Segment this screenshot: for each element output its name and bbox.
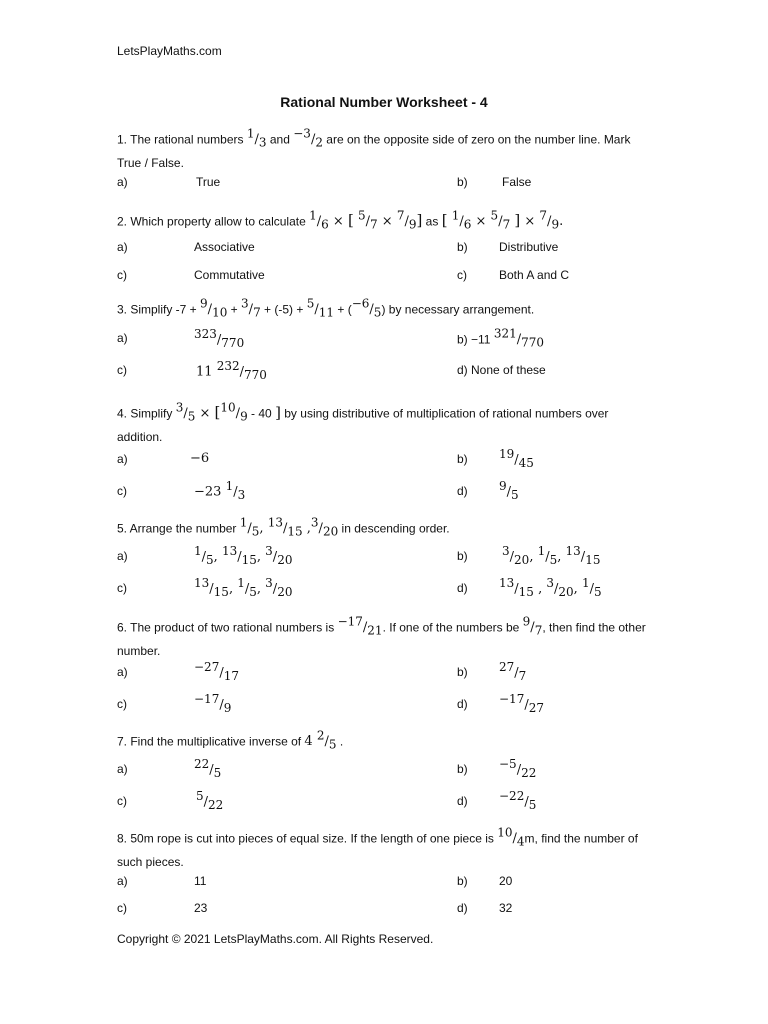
fraction: $^1/_3$ [246,127,267,150]
q5-option-c-label: c) [117,581,127,595]
q3-option-c-label: c) [117,363,127,377]
q1-option-a: True [196,175,221,189]
q6-option-d-label: d) [457,697,468,711]
question-5: 5. Arrange the number $^1/_5$, $^{13}/_{15}$ $,^3/_{20}$ in descending order. [117,516,450,539]
q6-option-b-label: b) [457,665,468,679]
q4-option-c: −23 $^1/_3$ [194,479,246,502]
q2-option-b-label: b) [457,240,468,254]
question-6: 6. The product of two rational numbers is $^{-17}/_{21}$. If one of the numbers be $^9/_7$, then find the other number. [117,615,646,658]
q3-option-d: d) None of these [457,363,546,377]
worksheet-title: Rational Number Worksheet - 4 [280,94,488,110]
q8-option-b: 20 [499,874,513,888]
q8-option-a: 11 [194,874,207,888]
question-7: 7. Find the multiplicative inverse of 4 $^2/_5$ . [117,729,344,752]
q5-option-d: $^{13}/_{15}$ , $^3/_{20}$, $^1/_5$ [499,576,602,599]
q1-option-b: False [502,175,532,189]
q3-option-c: 11 $^{232}/_{770}$ [196,359,267,382]
q6-option-d: $^{-17}/_{27}$ [499,692,544,715]
q4-option-a: −6 [190,451,210,466]
question-4: 4. Simplify $^3/_5 \times [^{10}/_9 - 40$ ] by using distributive of multiplication of rational numbers over addition. [117,401,609,444]
q5-option-b-label: b) [457,549,468,563]
q8-option-d: 32 [499,901,513,915]
q4-option-c-label: c) [117,484,127,498]
q7-option-b: $^{-5}/_{22}$ [499,757,537,780]
q7-option-a-label: a) [117,762,128,776]
q5-option-d-label: d) [457,581,468,595]
q6-option-c-label: c) [117,697,127,711]
q5-option-c: $^{13}/_{15}$, $^1/_5$, $^3/_{20}$ [194,576,293,599]
q7-option-c: $^5/_{22}$ [196,789,224,812]
q2-option-a-label: a) [117,240,128,254]
q3-option-a: $^{323}/_{770}$ [194,327,245,350]
q3-option-b: b) −11 $^{321}/_{770}$ [457,327,545,350]
q7-option-c-label: c) [117,794,127,808]
q7-option-d-label: d) [457,794,468,808]
q8-option-b-label: b) [457,874,468,888]
q8-option-c-label: c) [117,901,127,915]
q2-option-b: Distributive [499,240,559,254]
q4-option-a-label: a) [117,452,128,466]
q7-option-a: $^{22}/_5$ [194,757,222,780]
q1-option-a-label: a) [117,175,128,189]
q5-option-a-label: a) [117,549,128,563]
copyright-footer: Copyright © 2021 LetsPlayMaths.com. All Rights Reserved. [117,932,434,946]
q4-option-b-label: b) [457,452,468,466]
fraction: $^{-3}/_2$ [293,127,323,150]
q6-option-b: $^{27}/_7$ [499,660,527,683]
expression-2: [ $^1/_6 \times ^5/_7$ ] × $^7/_9$. [441,209,564,232]
question-8: 8. 50m rope is cut into pieces of equal size. If the length of one piece is $^{10}/_4m$, find the number of such pieces. [117,826,638,869]
q6-option-a: $^{-27}/_{17}$ [194,660,239,683]
question-3: 3. Simplify $-7 + ^9/_{10} + ^3/_7 + (-5) + ^5/_{11} + (^{-6}/_5)$ by necessary arrangement. [117,297,535,320]
question-1: 1. The rational numbers $^1/_3$ and $^{-3}/_2$ are on the opposite side of zero on the number line. Mark True / False. [117,127,631,170]
q4-option-d-label: d) [457,484,468,498]
q7-option-d: $^{-22}/_5$ [499,789,537,812]
q1-option-b-label: b) [457,175,468,189]
q2-option-c-label: c) [117,268,127,282]
q1-text: 1. The rational numbers [117,132,247,147]
q5-option-b: $^3/_{20}$, $^1/_5$, $^{13}/_{15}$ [502,544,601,567]
q2-option-d-label: c) [457,268,467,282]
q3-option-a-label: a) [117,331,128,345]
q7-option-b-label: b) [457,762,468,776]
q8-option-a-label: a) [117,874,128,888]
q2-option-c: Commutative [194,268,265,282]
q2-option-d: Both A and C [499,268,570,282]
q5-option-a: $^1/_5$, $^{13}/_{15}$, $^3/_{20}$ [194,544,293,567]
expression-1: $^1/_6$ × [ $^5/_7 \times ^7/_9$] [309,209,423,232]
q6-option-a-label: a) [117,665,128,679]
q6-option-c: $^{-17}/_9$ [194,692,232,715]
q2-option-a: Associative [194,240,255,254]
q8-option-c: 23 [194,901,208,915]
q4-option-d: $^9/_5$ [499,479,519,502]
question-2: 2. Which property allow to calculate $^1/_6$ × [ $^5/_7 \times ^7/_9$] as [ $^1/_6 \times ^5/_7$ ] × $^7/_9$. [117,209,564,232]
site-name: LetsPlayMaths.com [117,44,222,58]
q8-option-d-label: d) [457,901,468,915]
q4-option-b: $^{19}/_{45}$ [499,447,534,470]
